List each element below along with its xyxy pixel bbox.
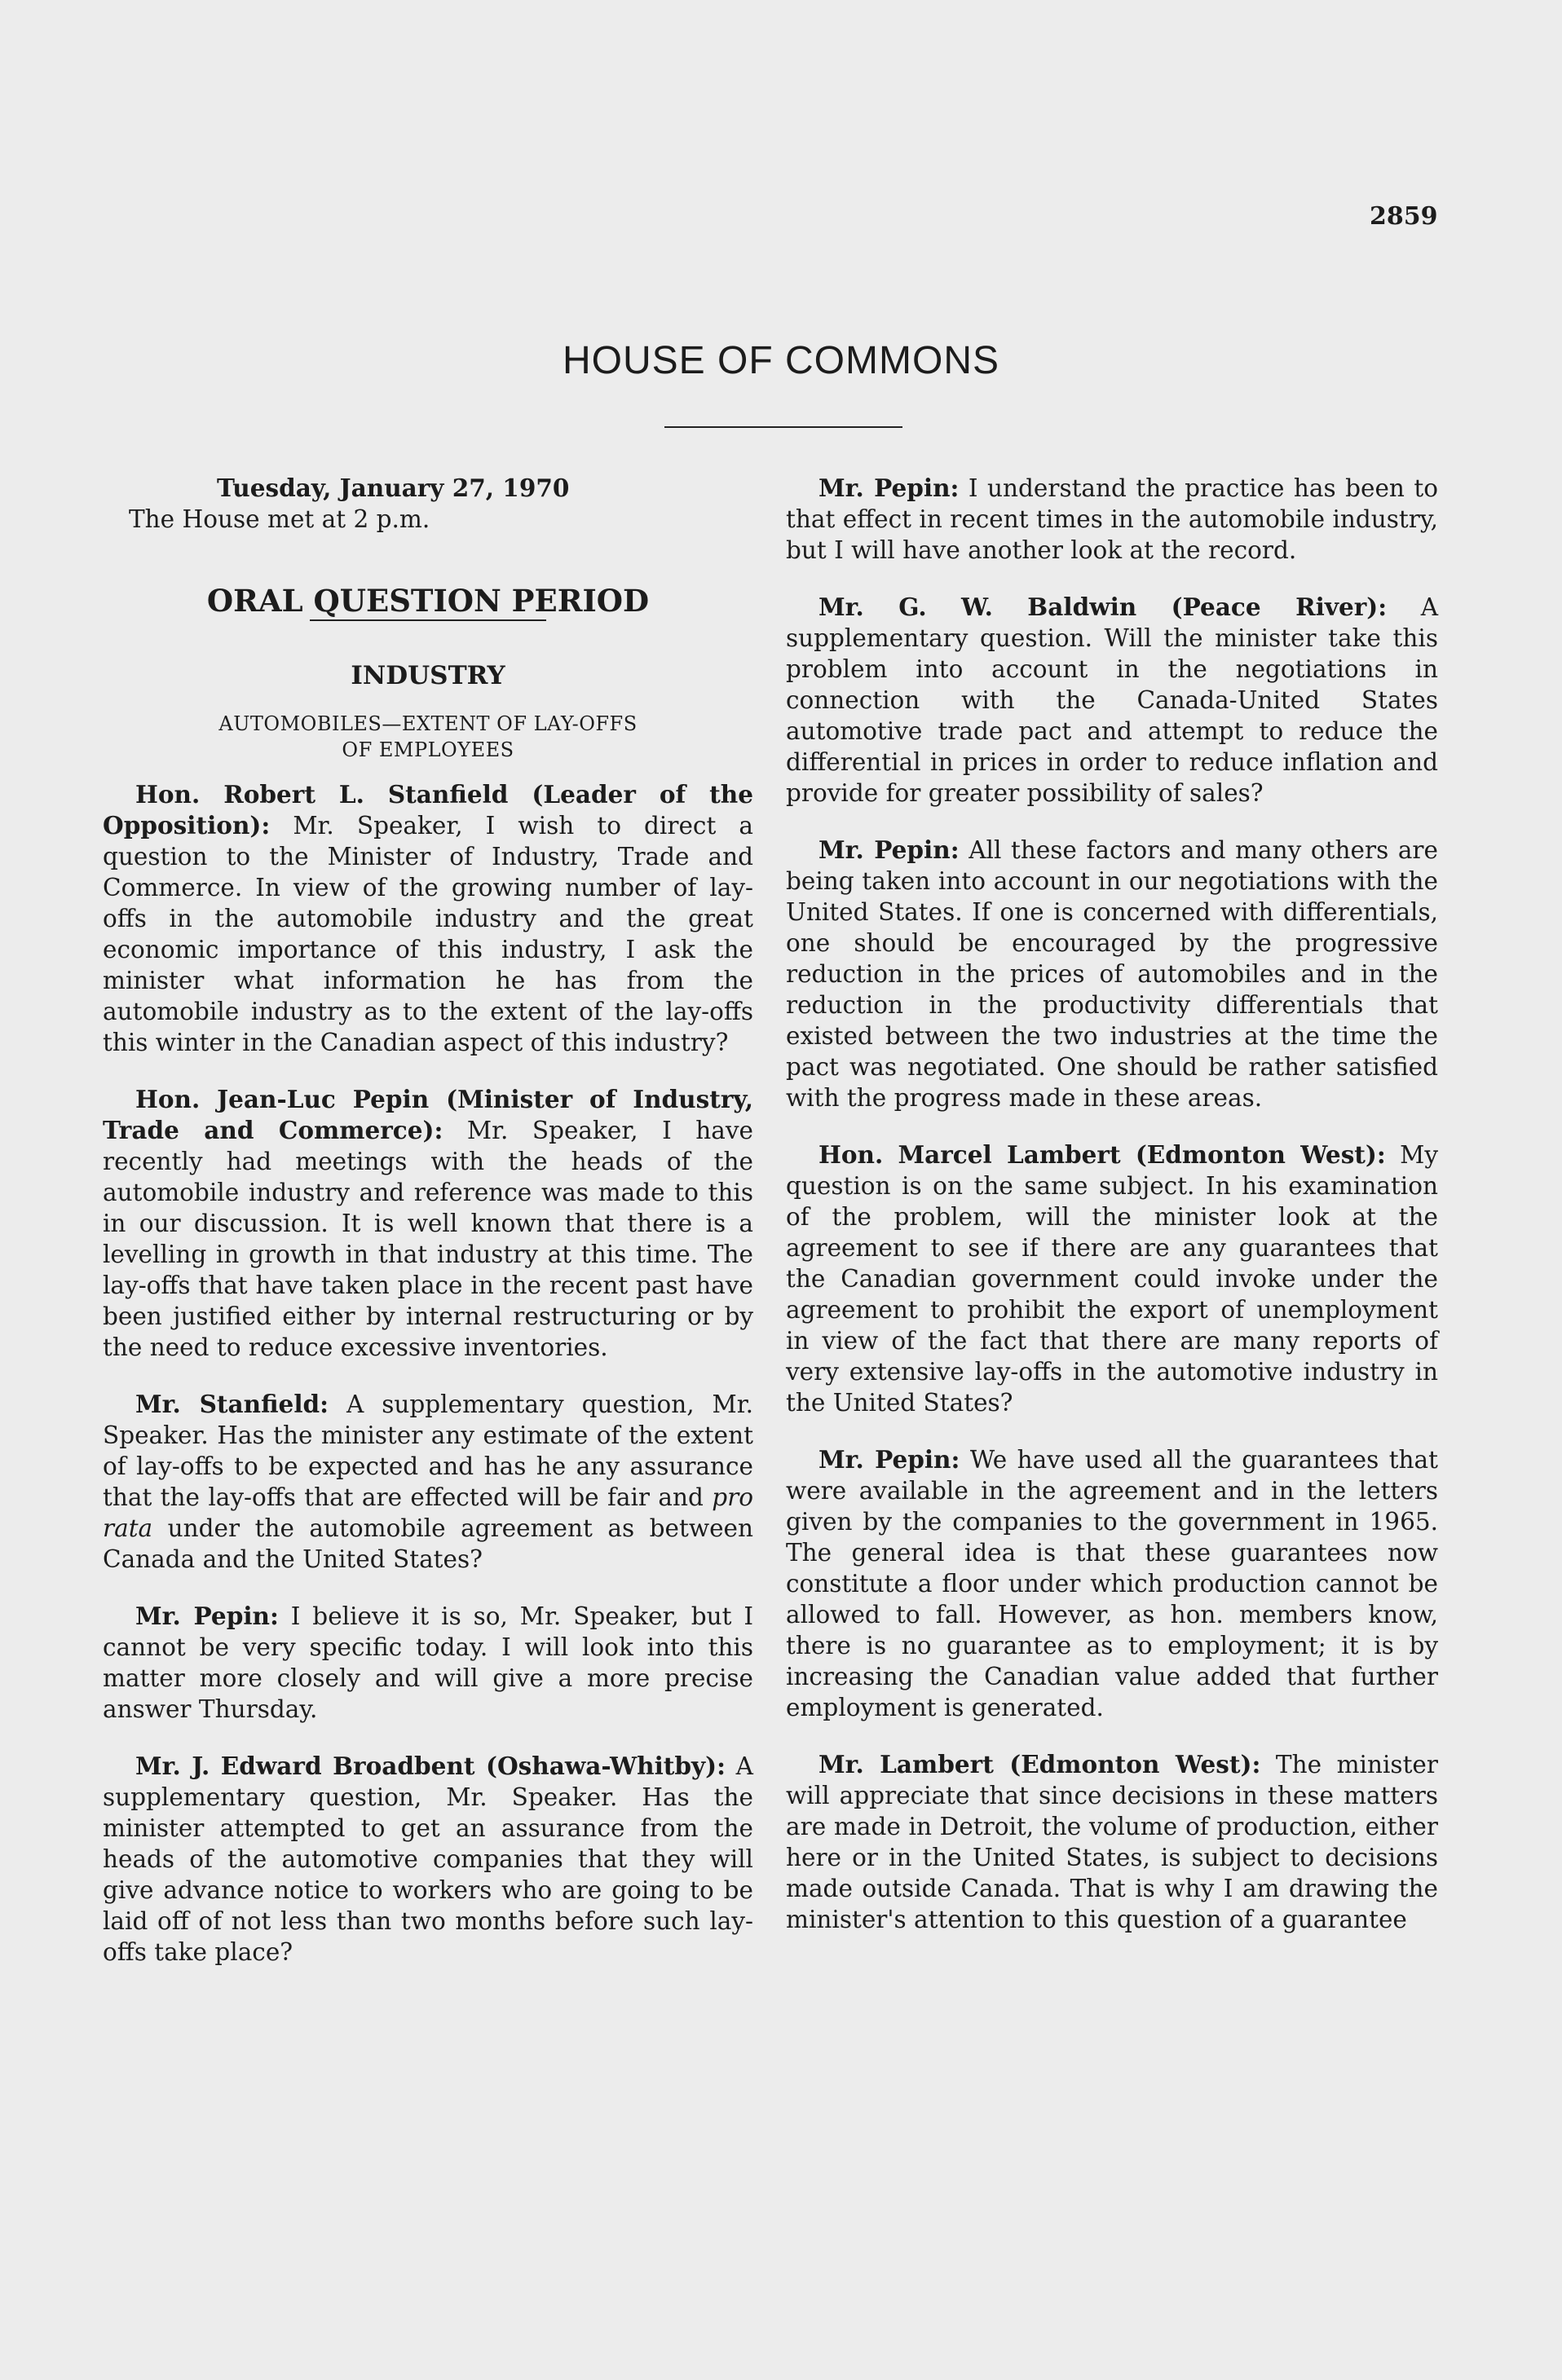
section-heading: ORAL QUESTION PERIOD — [206, 583, 650, 619]
speech-text: A supplementary question, Mr. Speaker. Has the minister any estimate of the extent of lay-offs to be expected and has he any assurance that the lay-offs that are effected will be fair and — [103, 1391, 753, 1511]
page-title: HOUSE OF COMMONS — [562, 339, 999, 382]
speaker-name: Hon. Robert L. Stanfield (Leader of the Opposition): — [103, 780, 753, 840]
section-heading-rule — [310, 619, 546, 621]
speech-paragraph — [786, 835, 1438, 1113]
speech-paragraph — [103, 779, 753, 1058]
speech-paragraph — [786, 473, 1438, 566]
speaker-name: Mr. Pepin: — [135, 1602, 279, 1630]
speech-text: I understand the practice has been to that effect in recent times in the automobile industry, but I will have another look at the record. — [786, 474, 1438, 564]
speech-paragraph — [103, 1389, 753, 1575]
speech-text: My question is on the same subject. In his examination of the problem, will the minister look at the agreement to see if there are any guarantees that the Canadian government could invoke under the agreement to prohibit the export of unemployment in view of the fact that there are many reports of very extensive lay-offs in the automotive industry in the United States? — [786, 1141, 1438, 1417]
sitting-date: Tuesday, January 27, 1970 — [217, 474, 570, 502]
speaker-name: Hon. Jean-Luc Pepin (Minister of Industry, Trade and Commerce): — [103, 1085, 753, 1144]
speech-paragraph — [103, 1601, 753, 1725]
speech-paragraph — [786, 1139, 1438, 1418]
speech-text: The minister will appreciate that since decisions in these matters are made in Detroit, the volume of production, either here or in the United States, is subject to decisions made outside Canada. That is why I am drawing the minister's attention to this question of a guarantee — [786, 1751, 1438, 1933]
subtopic-heading — [103, 711, 753, 763]
speech-paragraph — [103, 1751, 753, 1968]
speech-text: I believe it is so, Mr. Speaker, but I cannot be very specific today. I will look into this matter more closely and will give a more precise answer Thursday. — [103, 1602, 753, 1723]
speech-text: We have used all the guarantees that were available in the agreement and in the letters given by the companies to the government in 1965. The general idea is that these guarantees now constitute a floor under which production cannot be allowed to fall. However, as hon. members know, there is no guarantee as to employment; it is by increasing the Canadian value added that further employment is generated. — [786, 1446, 1438, 1721]
speech-text: under the automobile agreement as between Canada and the United States? — [103, 1514, 753, 1573]
speaker-name: Mr. Lambert (Edmonton West): — [819, 1750, 1261, 1778]
speaker-name: Mr. G. W. Baldwin (Peace River): — [819, 593, 1388, 621]
subtopic-line-2: OF EMPLOYEES — [342, 738, 514, 761]
speaker-name: Mr. Stanfield: — [135, 1390, 329, 1418]
speaker-name: Mr. Pepin: — [819, 474, 960, 502]
speaker-name: Hon. Marcel Lambert (Edmonton West): — [819, 1140, 1386, 1169]
speaker-name: Mr. Pepin: — [819, 835, 960, 864]
right-column — [786, 473, 1438, 1935]
speech-text: A supplementary question, Mr. Speaker. Has the minister attempted to get an assurance from the heads of the automotive companies that they will give advance notice to workers who are going to be laid off of not less than two months before such lay-offs take place? — [103, 1752, 753, 1966]
speech-italic-text: pro rata — [103, 1483, 753, 1542]
speech-paragraph — [103, 1084, 753, 1363]
title-underline — [664, 426, 902, 428]
speech-paragraph — [786, 1749, 1438, 1935]
speaker-name: Mr. J. Edward Broadbent (Oshawa-Whitby): — [135, 1752, 726, 1780]
left-column — [103, 473, 753, 1968]
speech-text: All these factors and many others are being taken into account in our negotiations with the United States. If one is concerned with differentials, one should be encouraged by the progressive reduction in the prices of automobiles and in the reduction in the productivity differentials that existed between the two industries at the time the pact was negotiated. One should be rather satisfied with the progress made in these areas. — [786, 836, 1438, 1112]
subtopic-line-1: AUTOMOBILES—EXTENT OF LAY-OFFS — [218, 712, 638, 735]
speech-paragraph — [786, 592, 1438, 809]
subject-heading: INDUSTRY — [351, 661, 505, 690]
page-number: 2859 — [1370, 202, 1438, 231]
speech-text: Mr. Speaker, I wish to direct a question to the Minister of Industry, Trade and Commerce. In view of the growing number of lay-offs in the automobile industry and the great economic importance of this industry, I ask the minister what information he has from the automobile industry as to the extent of the lay-offs this winter in the Canadian aspect of this industry? — [103, 812, 753, 1056]
speech-text: Mr. Speaker, I have recently had meetings with the heads of the automobile industry and reference was made to this in our discussion. It is well known that there is a levelling in growth in that industry at this time. The lay-offs that have taken place in the recent past have been justified either by internal restructuring or by the need to reduce excessive inventories. — [103, 1117, 753, 1361]
house-met-line: The House met at 2 p.m. — [129, 505, 430, 533]
speech-text: A supplementary question. Will the minister take this problem into account in the negotiations in connection with the Canada-United States automotive trade pact and attempt to reduce the differential in prices in order to reduce inflation and provide for greater possibility of sales? — [786, 593, 1438, 807]
speech-paragraph — [786, 1444, 1438, 1723]
speaker-name: Mr. Pepin: — [819, 1445, 960, 1474]
